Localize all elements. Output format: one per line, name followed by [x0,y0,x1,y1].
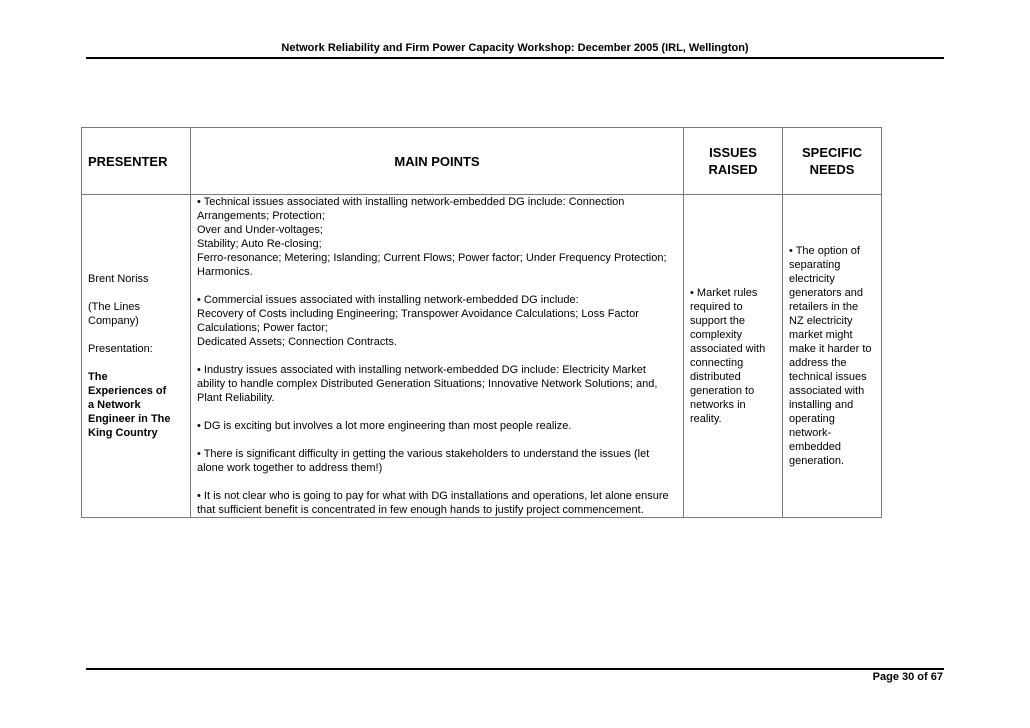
presentation-label: Presentation: [88,343,153,355]
table-row [82,195,882,518]
header-divider [86,57,944,59]
issues-raised-cell [684,195,783,518]
column-header-main-points: MAIN POINTS [191,128,684,195]
main-point-item: • Technical issues associated with installing network-embedded DG include: Connection Arrangements; Protection; Over and Under-voltages; Stability; Auto Re-closing; Ferro-resonance; Metering; Islanding; Current Flows; Power factor; Under Frequency Protection; Harmonics. [197,196,667,278]
workshop-summary-table [81,127,882,518]
presentation-title: The Experiences of a Network Engineer in The King Country [88,371,171,439]
main-point-item: • It is not clear who is going to pay for what with DG installations and operations, let alone ensure that sufficient benefit is concentrated in few enough hands to justify project commencement. [197,490,669,516]
document-header-title: Network Reliability and Firm Power Capacity Workshop: December 2005 (IRL, Wellington) [281,42,749,54]
main-point-item: • Commercial issues associated with installing network-embedded DG include: Recovery of Costs including Engineering; Transpower Avoidance Calculations; Loss Factor Calculations; Power factor; Dedicated Assets; Connection Contracts. [197,294,639,348]
column-header-specific-needs: SPECIFIC NEEDS [783,128,882,195]
column-header-presenter: PRESENTER [82,128,191,195]
presenter-cell [82,195,191,518]
presenter-organisation: (The Lines Company) [88,301,140,327]
main-point-item: • DG is exciting but involves a lot more engineering than most people realize. [197,420,572,432]
main-points-cell [191,195,684,518]
specific-needs-text: • The option of separating electricity generators and retailers in the NZ electricity market might make it harder to address the technical issues associated with installing and operating network-embedded generation. [789,245,872,467]
table-header-row [82,128,882,195]
main-point-item: • Industry issues associated with installing network-embedded DG include: Electricity Market ability to handle complex Distributed Generation Situations; Innovative Network Solutions; and, Plant Reliability. [197,364,658,404]
specific-needs-cell [783,195,882,518]
page-number: Page 30 of 67 [872,671,943,683]
main-point-item: • There is significant difficulty in getting the various stakeholders to understand the issues (let alone work together to address them!) [197,448,650,474]
presenter-name: Brent Noriss [88,273,149,285]
issues-raised-text: • Market rules required to support the complexity associated with connecting distributed generation to networks in reality. [690,287,766,425]
footer-divider [86,668,944,670]
column-header-issues-raised: ISSUES RAISED [684,128,783,195]
